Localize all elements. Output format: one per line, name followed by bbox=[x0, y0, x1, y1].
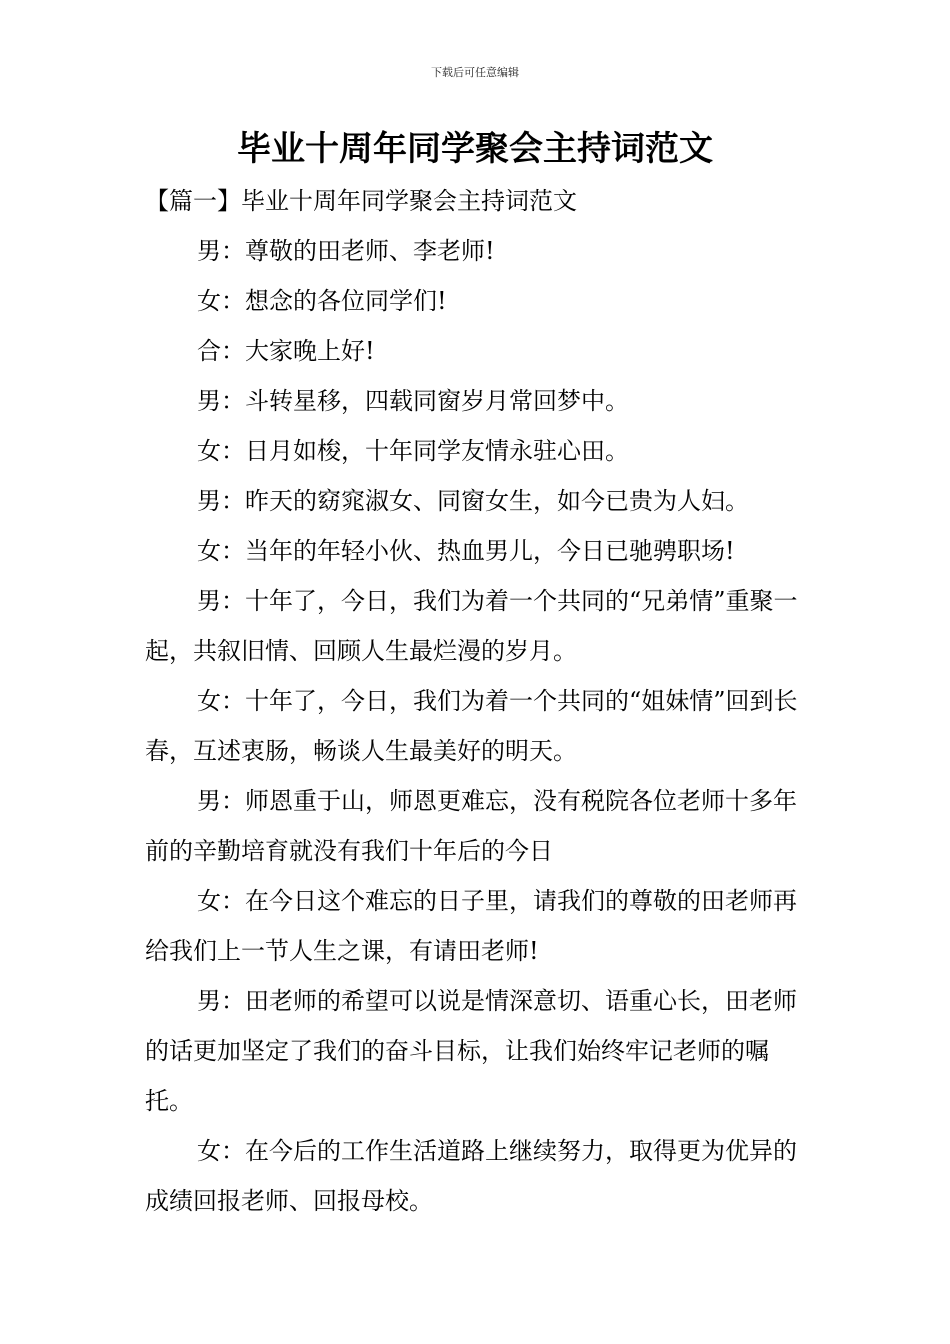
paragraph-2: 女：想念的各位同学们! bbox=[197, 287, 447, 315]
document-title: 毕业十周年同学聚会主持词范文 bbox=[237, 129, 713, 169]
paragraph-8: 男：十年了，今日，我们为着一个共同的“兄弟情”重聚一起，共叙旧情、回顾人生最烂漫的岁月。 bbox=[145, 587, 798, 665]
paragraph-5: 女：日月如梭，十年同学友情永驻心田。 bbox=[197, 437, 629, 465]
paragraph-12: 男：田老师的希望可以说是情深意切、语重心长，田老师的话更加坚定了我们的奋斗目标，让我们始终牢记老师的嘱托。 bbox=[145, 987, 797, 1115]
paragraph-9: 女：十年了，今日，我们为着一个共同的“姐妹情”回到长春，互述衷肠，畅谈人生最美好的明天。 bbox=[145, 687, 798, 765]
document-body bbox=[145, 176, 809, 1226]
paragraph-13: 女：在今后的工作生活道路上继续努力，取得更为优异的成绩回报老师、回报母校。 bbox=[145, 1137, 797, 1215]
section-heading: 【篇一】毕业十周年同学聚会主持词范文 bbox=[145, 187, 577, 215]
paragraph-7: 女：当年的年轻小伙、热血男儿，今日已驰骋职场! bbox=[197, 537, 735, 565]
paragraph-10: 男：师恩重于山，师恩更难忘，没有税院各位老师十多年前的辛勤培育就没有我们十年后的今日 bbox=[145, 787, 797, 865]
paragraph-1: 男：尊敬的田老师、李老师! bbox=[197, 237, 495, 265]
paragraph-4: 男：斗转星移，四载同窗岁月常回梦中。 bbox=[197, 387, 629, 415]
header-note: 下载后可任意编辑 bbox=[431, 66, 519, 79]
paragraph-3: 合：大家晚上好! bbox=[197, 337, 375, 365]
paragraph-6: 男：昨天的窈窕淑女、同窗女生，如今已贵为人妇。 bbox=[197, 487, 749, 515]
paragraph-11: 女：在今日这个难忘的日子里，请我们的尊敬的田老师再给我们上一节人生之课，有请田老师! bbox=[145, 887, 797, 965]
